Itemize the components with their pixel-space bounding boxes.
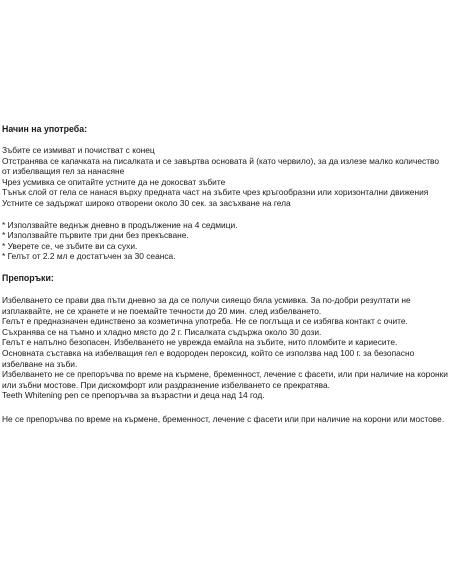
spacer <box>2 209 448 220</box>
usage-note: * Използвайте веднъж дневно в продължение на 4 седмици. <box>2 219 238 230</box>
usage-notes <box>2 220 448 262</box>
usage-steps <box>2 145 448 209</box>
recommendation-line: Teeth Whitening pen се препоръчва за възрастни и деца над 14 год. <box>2 390 265 401</box>
usage-step: Чрез усмивка се опитайте устните да не докосват зъбите <box>2 176 226 187</box>
spacer <box>2 135 448 145</box>
recommendation-line: Съхранява се на тъмно и хладно място до 2 г. Писалката съдържа около 30 дози. <box>2 326 322 337</box>
spacer <box>2 401 448 414</box>
recommendation-line: Гелът е предназначен единствено за козметична употреба. Не се поглъща и се избягва контакт с очите. <box>2 316 408 327</box>
usage-note: * Използвайте първите три дни без прекъсване. <box>2 230 189 241</box>
usage-step: Тънък слой от гела се нанася върху предната част на зъбите чрез кръгообразни или хоризонтални движения <box>2 187 429 198</box>
usage-note: * Уверете се, че зъбите ви са сухи. <box>2 240 138 251</box>
recommendations-footer: Не се препоръчва по време на кърмене, бременност, лечение с фасети или при наличие на корони или мостове. <box>2 413 445 424</box>
recommendation-line: Основната съставка на избелващия гел е водороден пероксид, който се използва над 100 г. за безопасно избелване на зъби. <box>2 347 415 369</box>
usage-step: Зъбите се измиват и почистват с конец <box>2 145 155 155</box>
recommendation-line: Избелването се прави два пъти дневно за да се получи сияещо бяла усмивка. За по-добри резултати не изплаквайте, не се хранете и не поемайте течности до 20 мин. след избелването. <box>2 294 411 316</box>
spacer <box>2 262 448 273</box>
spacer <box>2 284 448 295</box>
recommendations-heading: Препоръки: <box>2 272 54 283</box>
recommendation-line: Избелването не се препоръчва по време на кърмене, бременност, лечение с фасети, или при наличие на коронки или зъбни мостове. При дискомфорт или раздразнение избелването се прекратява. <box>2 369 448 390</box>
usage-step: Отстранява се капачката на писалката и се завъртва основата й (като червило), за да излезе малко количество от избелващия гел за нанасяне <box>2 155 440 177</box>
usage-step: Устните се задържат широко отворени около 30 сек. за засъхване на гела <box>2 197 291 208</box>
usage-note: * Гелът от 2.2 мл е достатъчен за 30 сеанса. <box>2 251 176 262</box>
recommendation-line: Гелът е напълно безопасен. Избелването не уврежда емайла на зъбите, нито пломбите и кариесите. <box>2 337 398 348</box>
recommendations-list <box>2 295 448 401</box>
usage-heading: Начин на употреба: <box>2 124 88 134</box>
document-content <box>2 124 448 424</box>
